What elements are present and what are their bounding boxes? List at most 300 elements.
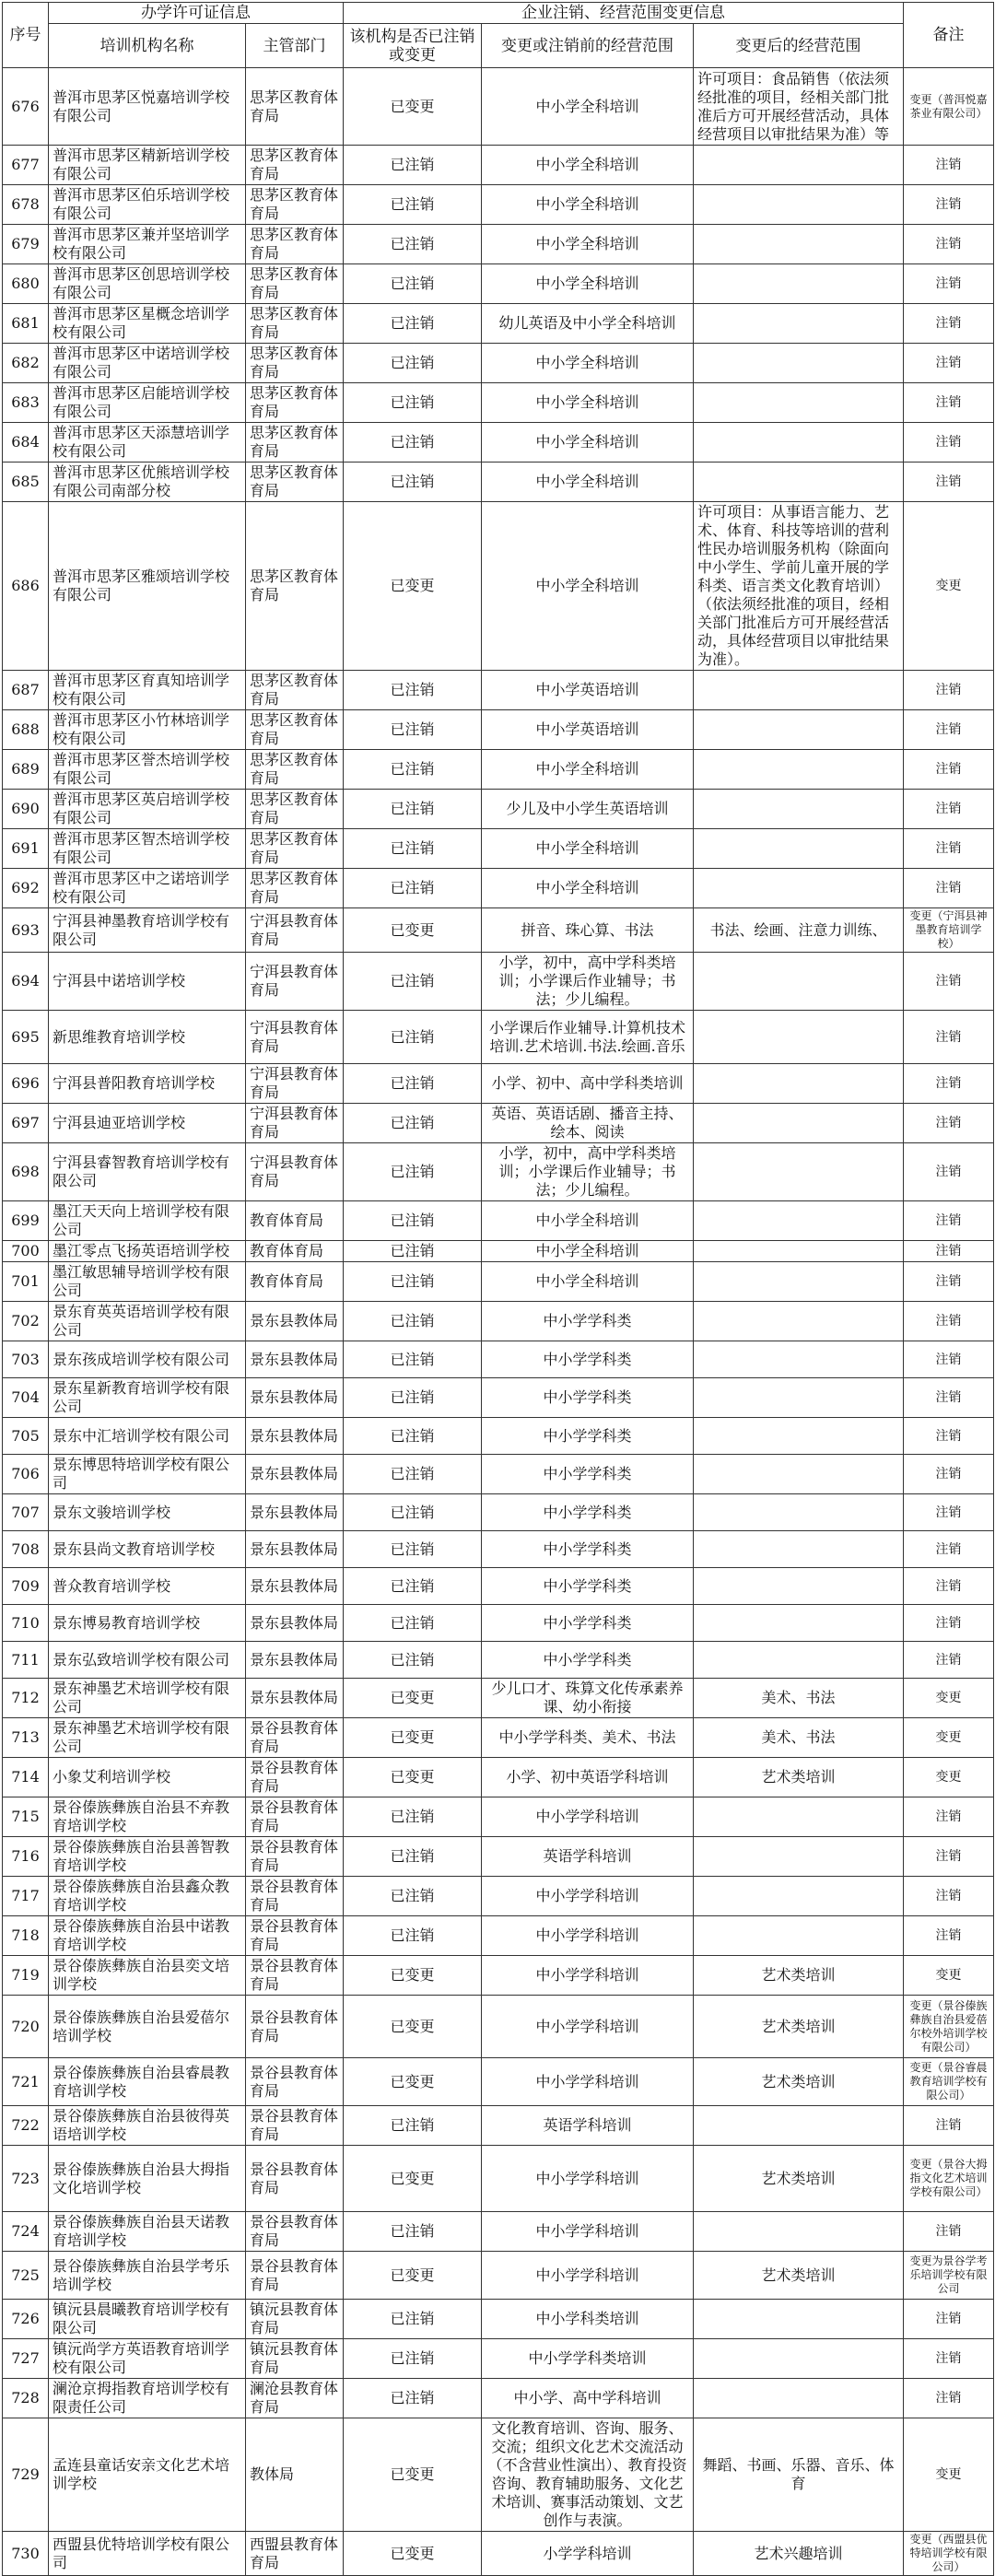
- cell-no: 683: [3, 383, 49, 423]
- cell-no: 698: [3, 1143, 49, 1201]
- license-change-table: [2, 2, 994, 2576]
- cell-before: 中小学科类培训: [482, 2300, 694, 2339]
- cell-no: 697: [3, 1104, 49, 1143]
- cell-org-name: 普洱市思茅区伯乐培训学校有限公司: [49, 185, 246, 225]
- table-row: [3, 869, 994, 908]
- cell-after: [694, 1568, 904, 1605]
- cell-org-name: 景东中汇培训学校有限公司: [49, 1418, 246, 1455]
- cell-before: 中小学全科培训: [482, 1241, 694, 1262]
- table-row: [3, 750, 994, 790]
- cell-status: 已注销: [344, 1201, 482, 1241]
- cell-remark: 注销: [904, 2339, 994, 2379]
- cell-org-name: 景谷傣族彝族自治县鑫众教育培训学校: [49, 1877, 246, 1916]
- cell-before: 中小学学科培训: [482, 2212, 694, 2252]
- cell-status: 已注销: [344, 423, 482, 463]
- cell-after: [694, 1378, 904, 1418]
- cell-status: 已变更: [344, 908, 482, 953]
- cell-remark: 注销: [904, 463, 994, 502]
- cell-org-name: 景东星新教育培训学校有限公司: [49, 1378, 246, 1418]
- cell-before: 中小学全科培训: [482, 146, 694, 185]
- cell-remark: 注销: [904, 185, 994, 225]
- cell-before: 中小学学科培训: [482, 2058, 694, 2106]
- cell-dept: 景东县教体局: [246, 1679, 344, 1718]
- cell-before: 中小学学科类: [482, 1605, 694, 1642]
- cell-status: 已注销: [344, 383, 482, 423]
- cell-dept: 景谷县教育体育局: [246, 1877, 344, 1916]
- cell-dept: 思茅区教育体育局: [246, 829, 344, 869]
- table-row: [3, 304, 994, 344]
- cell-before: 拼音、珠心算、书法: [482, 908, 694, 953]
- cell-dept: 宁洱县教育体育局: [246, 953, 344, 1011]
- table-row: [3, 2212, 994, 2252]
- cell-org-name: 景谷傣族彝族自治县奕文培训学校: [49, 1956, 246, 1996]
- cell-before: 文化教育培训、咨询、服务、交流；组织文化艺术交流活动（不含营业性演出）、教育投资咨询、教育辅助服务、文化艺术培训、赛事活动策划、文艺创作与表演。: [482, 2418, 694, 2532]
- cell-dept: 思茅区教育体育局: [246, 304, 344, 344]
- cell-after: [694, 1605, 904, 1642]
- cell-status: 已注销: [344, 185, 482, 225]
- cell-org-name: 西盟县优特培训学校有限公司: [49, 2532, 246, 2576]
- cell-dept: 景谷县教育体育局: [246, 2252, 344, 2300]
- cell-after: [694, 829, 904, 869]
- header-status: 该机构是否已注销或变更: [344, 24, 482, 68]
- cell-before: 中小学全科培训: [482, 383, 694, 423]
- cell-remark: 注销: [904, 146, 994, 185]
- cell-remark: 注销: [904, 1143, 994, 1201]
- cell-status: 已注销: [344, 225, 482, 264]
- cell-remark: 注销: [904, 829, 994, 869]
- cell-after: [694, 1201, 904, 1241]
- cell-remark: 注销: [904, 1064, 994, 1104]
- cell-dept: 教体局: [246, 2418, 344, 2532]
- cell-no: 728: [3, 2379, 49, 2418]
- cell-no: 679: [3, 225, 49, 264]
- cell-before: 中小学学科类: [482, 1531, 694, 1568]
- cell-after: [694, 1837, 904, 1877]
- cell-after: [694, 1642, 904, 1679]
- cell-after: [694, 710, 904, 750]
- cell-dept: 景谷县教育体育局: [246, 1758, 344, 1797]
- cell-no: 685: [3, 463, 49, 502]
- cell-dept: 澜沧县教育体育局: [246, 2379, 344, 2418]
- table-row: [3, 2252, 994, 2300]
- cell-org-name: 普洱市思茅区中诺培训学校有限公司: [49, 344, 246, 383]
- cell-before: 小学、初中、高中学科类培训: [482, 1064, 694, 1104]
- cell-status: 已注销: [344, 710, 482, 750]
- table-row: [3, 1143, 994, 1201]
- cell-remark: 注销: [904, 344, 994, 383]
- cell-status: 已注销: [344, 146, 482, 185]
- cell-after: 美术、书法: [694, 1718, 904, 1758]
- cell-remark: 注销: [904, 1455, 994, 1494]
- cell-dept: 景谷县教育体育局: [246, 1956, 344, 1996]
- cell-dept: 宁洱县教育体育局: [246, 1064, 344, 1104]
- cell-dept: 景东县教体局: [246, 1341, 344, 1378]
- cell-dept: 思茅区教育体育局: [246, 146, 344, 185]
- cell-remark: 注销: [904, 671, 994, 710]
- cell-dept: 镇沅县教育体育局: [246, 2339, 344, 2379]
- cell-remark: 注销: [904, 383, 994, 423]
- cell-before: 中小学全科培训: [482, 1201, 694, 1241]
- table-row: [3, 1241, 994, 1262]
- table-row: [3, 2058, 994, 2106]
- cell-after: [694, 146, 904, 185]
- cell-no: 711: [3, 1642, 49, 1679]
- table-row: [3, 2339, 994, 2379]
- cell-org-name: 景东神墨艺术培训学校有限公司: [49, 1718, 246, 1758]
- cell-after: [694, 2212, 904, 2252]
- cell-after: [694, 1418, 904, 1455]
- table-row: [3, 383, 994, 423]
- cell-before: 幼儿英语及中小学全科培训: [482, 304, 694, 344]
- header-org-name: 培训机构名称: [49, 24, 246, 68]
- cell-remark: 注销: [904, 1104, 994, 1143]
- cell-org-name: 普洱市思茅区英启培训学校有限公司: [49, 790, 246, 829]
- cell-no: 714: [3, 1758, 49, 1797]
- header-remark: 备注: [904, 3, 994, 68]
- cell-no: 700: [3, 1241, 49, 1262]
- cell-no: 706: [3, 1455, 49, 1494]
- cell-dept: 思茅区教育体育局: [246, 710, 344, 750]
- table-row: [3, 1064, 994, 1104]
- cell-org-name: 景谷傣族彝族自治县爱蓓尔培训学校: [49, 1996, 246, 2058]
- cell-org-name: 普洱市思茅区星概念培训学校有限公司: [49, 304, 246, 344]
- cell-no: 724: [3, 2212, 49, 2252]
- cell-org-name: 普洱市思茅区精新培训学校有限公司: [49, 146, 246, 185]
- table-row: [3, 1996, 994, 2058]
- table-row: [3, 1758, 994, 1797]
- cell-remark: 注销: [904, 264, 994, 304]
- cell-no: 721: [3, 2058, 49, 2106]
- cell-no: 712: [3, 1679, 49, 1718]
- cell-after: 艺术类培训: [694, 1996, 904, 2058]
- cell-status: 已注销: [344, 750, 482, 790]
- cell-after: [694, 1011, 904, 1064]
- cell-org-name: 景东县尚文教育培训学校: [49, 1531, 246, 1568]
- cell-after: [694, 2106, 904, 2146]
- cell-org-name: 澜沧京拇指教育培训学校有限责任公司: [49, 2379, 246, 2418]
- cell-org-name: 墨江敏思辅导培训学校有限公司: [49, 1262, 246, 1302]
- cell-remark: 变更: [904, 502, 994, 671]
- table-row: [3, 1455, 994, 1494]
- cell-after: 美术、书法: [694, 1679, 904, 1718]
- cell-org-name: 景谷傣族彝族自治县中诺教育培训学校: [49, 1916, 246, 1956]
- cell-dept: 思茅区教育体育局: [246, 502, 344, 671]
- cell-no: 692: [3, 869, 49, 908]
- cell-org-name: 普洱市思茅区创思培训学校有限公司: [49, 264, 246, 304]
- cell-before: 中小学全科培训: [482, 423, 694, 463]
- cell-no: 678: [3, 185, 49, 225]
- cell-dept: 宁洱县教育体育局: [246, 1104, 344, 1143]
- cell-org-name: 景东博思特培训学校有限公司: [49, 1455, 246, 1494]
- cell-dept: 思茅区教育体育局: [246, 264, 344, 304]
- header-after: 变更后的经营范围: [694, 24, 904, 68]
- cell-status: 已注销: [344, 1605, 482, 1642]
- cell-remark: 注销: [904, 423, 994, 463]
- cell-org-name: 宁洱县睿智教育培训学校有限公司: [49, 1143, 246, 1201]
- cell-org-name: 宁洱县中诺培训学校: [49, 953, 246, 1011]
- cell-dept: 景谷县教育体育局: [246, 2212, 344, 2252]
- header-no: 序号: [3, 3, 49, 68]
- cell-dept: 教育体育局: [246, 1201, 344, 1241]
- cell-before: 中小学学科类、美术、书法: [482, 1718, 694, 1758]
- cell-remark: 变更（景谷傣族彝族自治县爱蓓尔校外培训学校有限公司）: [904, 1996, 994, 2058]
- cell-before: 中小学学科类培训: [482, 2339, 694, 2379]
- cell-org-name: 普洱市思茅区雅颂培训学校有限公司: [49, 502, 246, 671]
- cell-status: 已变更: [344, 1956, 482, 1996]
- cell-status: 已注销: [344, 2379, 482, 2418]
- cell-dept: 景谷县教育体育局: [246, 2106, 344, 2146]
- cell-dept: 景东县教体局: [246, 1605, 344, 1642]
- cell-after: [694, 1143, 904, 1201]
- cell-dept: 思茅区教育体育局: [246, 423, 344, 463]
- table-row: [3, 423, 994, 463]
- cell-before: 中小学学科培训: [482, 1916, 694, 1956]
- cell-before: 中小学全科培训: [482, 264, 694, 304]
- cell-no: 687: [3, 671, 49, 710]
- cell-after: [694, 1455, 904, 1494]
- cell-no: 719: [3, 1956, 49, 1996]
- table-row: [3, 502, 994, 671]
- cell-no: 725: [3, 2252, 49, 2300]
- table-row: [3, 829, 994, 869]
- cell-before: 中小学全科培训: [482, 68, 694, 146]
- cell-after: [694, 304, 904, 344]
- cell-remark: 注销: [904, 1797, 994, 1837]
- cell-org-name: 小象艾利培训学校: [49, 1758, 246, 1797]
- table-row: [3, 146, 994, 185]
- cell-before: 小学，初中，高中学科类培训；小学课后作业辅导；书法；少儿编程。: [482, 953, 694, 1011]
- cell-no: 677: [3, 146, 49, 185]
- cell-dept: 景谷县教育体育局: [246, 1797, 344, 1837]
- header-group-change: 企业注销、经营范围变更信息: [344, 3, 904, 24]
- table-row: [3, 1104, 994, 1143]
- cell-status: 已注销: [344, 1494, 482, 1531]
- cell-before: 英语学科培训: [482, 1837, 694, 1877]
- cell-before: 少儿及中小学生英语培训: [482, 790, 694, 829]
- table-row: [3, 1916, 994, 1956]
- cell-before: 中小学学科类: [482, 1418, 694, 1455]
- cell-before: 中小学全科培训: [482, 344, 694, 383]
- cell-after: [694, 1494, 904, 1531]
- cell-dept: 景谷县教育体育局: [246, 1837, 344, 1877]
- cell-no: 691: [3, 829, 49, 869]
- cell-before: 中小学全科培训: [482, 225, 694, 264]
- cell-remark: 注销: [904, 1418, 994, 1455]
- table-body: [3, 68, 994, 2576]
- cell-no: 696: [3, 1064, 49, 1104]
- cell-no: 718: [3, 1916, 49, 1956]
- cell-after: [694, 750, 904, 790]
- table-row: [3, 1378, 994, 1418]
- cell-before: 中小学学科培训: [482, 1996, 694, 2058]
- data-table: [2, 2, 994, 2576]
- cell-status: 已注销: [344, 1011, 482, 1064]
- cell-remark: 注销: [904, 1241, 994, 1262]
- cell-dept: 景谷县教育体育局: [246, 1916, 344, 1956]
- table-row: [3, 790, 994, 829]
- table-row: [3, 1877, 994, 1916]
- cell-remark: 注销: [904, 304, 994, 344]
- cell-before: 中小学学科培训: [482, 1877, 694, 1916]
- cell-org-name: 墨江零点飞扬英语培训学校: [49, 1241, 246, 1262]
- cell-remark: 变更（景谷睿晨教育培训学校有限公司）: [904, 2058, 994, 2106]
- cell-remark: 变更: [904, 1956, 994, 1996]
- cell-org-name: 景谷傣族彝族自治县学考乐培训学校: [49, 2252, 246, 2300]
- cell-remark: 注销: [904, 1877, 994, 1916]
- cell-after: [694, 1797, 904, 1837]
- table-row: [3, 1201, 994, 1241]
- cell-status: 已注销: [344, 1455, 482, 1494]
- cell-no: 709: [3, 1568, 49, 1605]
- cell-remark: 注销: [904, 2106, 994, 2146]
- cell-after: 许可项目：食品销售（依法须经批准的项目，经相关部门批准后方可开展经营活动，具体经营项目以审批结果为准）等: [694, 68, 904, 146]
- cell-no: 690: [3, 790, 49, 829]
- cell-org-name: 普洱市思茅区悦嘉培训学校有限公司: [49, 68, 246, 146]
- cell-after: [694, 423, 904, 463]
- cell-remark: 变更: [904, 1758, 994, 1797]
- cell-before: 英语、英语话剧、播音主持、绘本、阅读: [482, 1104, 694, 1143]
- table-row: [3, 1679, 994, 1718]
- cell-status: 已注销: [344, 1064, 482, 1104]
- cell-before: 中小学全科培训: [482, 463, 694, 502]
- cell-after: [694, 463, 904, 502]
- cell-no: 680: [3, 264, 49, 304]
- cell-status: 已注销: [344, 264, 482, 304]
- cell-no: 723: [3, 2146, 49, 2212]
- cell-after: [694, 1877, 904, 1916]
- cell-before: 中小学学科类: [482, 1642, 694, 1679]
- cell-status: 已注销: [344, 1531, 482, 1568]
- table-row: [3, 68, 994, 146]
- cell-before: 中小学全科培训: [482, 185, 694, 225]
- cell-before: 中小学学科培训: [482, 2252, 694, 2300]
- table-row: [3, 908, 994, 953]
- cell-remark: 注销: [904, 1605, 994, 1642]
- cell-remark: 注销: [904, 225, 994, 264]
- cell-after: [694, 790, 904, 829]
- cell-before: 中小学、高中学科培训: [482, 2379, 694, 2418]
- table-row: [3, 1837, 994, 1877]
- cell-status: 已注销: [344, 1418, 482, 1455]
- cell-no: 676: [3, 68, 49, 146]
- cell-remark: 注销: [904, 1837, 994, 1877]
- cell-before: 中小学学科培训: [482, 2146, 694, 2212]
- cell-status: 已注销: [344, 1642, 482, 1679]
- cell-no: 689: [3, 750, 49, 790]
- cell-status: 已变更: [344, 68, 482, 146]
- cell-status: 已变更: [344, 502, 482, 671]
- cell-before: 中小学学科类: [482, 1302, 694, 1341]
- cell-remark: 注销: [904, 1916, 994, 1956]
- cell-status: 已注销: [344, 1837, 482, 1877]
- cell-status: 已变更: [344, 2146, 482, 2212]
- cell-before: 中小学英语培训: [482, 671, 694, 710]
- cell-org-name: 景谷傣族彝族自治县不弃教育培训学校: [49, 1797, 246, 1837]
- cell-dept: 镇沅县教育体育局: [246, 2300, 344, 2339]
- table-row: [3, 1605, 994, 1642]
- cell-dept: 景东县教体局: [246, 1568, 344, 1605]
- cell-no: 704: [3, 1378, 49, 1418]
- cell-remark: 注销: [904, 1302, 994, 1341]
- cell-dept: 教育体育局: [246, 1241, 344, 1262]
- cell-dept: 思茅区教育体育局: [246, 225, 344, 264]
- table-row: [3, 1642, 994, 1679]
- cell-no: 694: [3, 953, 49, 1011]
- cell-status: 已注销: [344, 1568, 482, 1605]
- cell-dept: 景谷县教育体育局: [246, 2058, 344, 2106]
- cell-status: 已注销: [344, 1302, 482, 1341]
- cell-remark: 变更为景谷学考乐培训学校有限公司: [904, 2252, 994, 2300]
- cell-before: 英语学科培训: [482, 2106, 694, 2146]
- cell-dept: 思茅区教育体育局: [246, 671, 344, 710]
- cell-remark: 注销: [904, 790, 994, 829]
- cell-dept: 思茅区教育体育局: [246, 869, 344, 908]
- cell-no: 715: [3, 1797, 49, 1837]
- table-row: [3, 1011, 994, 1064]
- cell-after: 艺术类培训: [694, 2252, 904, 2300]
- cell-org-name: 孟连县童话安亲文化艺术培训学校: [49, 2418, 246, 2532]
- cell-dept: 景东县教体局: [246, 1494, 344, 1531]
- cell-dept: 思茅区教育体育局: [246, 185, 344, 225]
- cell-status: 已注销: [344, 463, 482, 502]
- table-row: [3, 264, 994, 304]
- cell-before: 中小学学科类: [482, 1494, 694, 1531]
- cell-after: 艺术类培训: [694, 2058, 904, 2106]
- table-row: [3, 2532, 994, 2576]
- cell-after: [694, 1341, 904, 1378]
- cell-no: 695: [3, 1011, 49, 1064]
- header-before: 变更或注销前的经营范围: [482, 24, 694, 68]
- cell-org-name: 景东博易教育培训学校: [49, 1605, 246, 1642]
- table-row: [3, 2300, 994, 2339]
- cell-status: 已注销: [344, 1797, 482, 1837]
- cell-after: [694, 1241, 904, 1262]
- cell-after: [694, 185, 904, 225]
- cell-after: [694, 1302, 904, 1341]
- cell-org-name: 镇沅县晨曦教育培训学校有限公司: [49, 2300, 246, 2339]
- cell-org-name: 宁洱县神墨教育培训学校有限公司: [49, 908, 246, 953]
- cell-status: 已变更: [344, 2532, 482, 2576]
- cell-after: [694, 225, 904, 264]
- cell-after: [694, 383, 904, 423]
- cell-org-name: 景东孩成培训学校有限公司: [49, 1341, 246, 1378]
- cell-no: 686: [3, 502, 49, 671]
- header-row: [3, 24, 994, 68]
- cell-remark: 注销: [904, 869, 994, 908]
- table-row: [3, 1262, 994, 1302]
- cell-status: 已注销: [344, 304, 482, 344]
- cell-dept: 景东县教体局: [246, 1418, 344, 1455]
- cell-after: [694, 1064, 904, 1104]
- table-row: [3, 225, 994, 264]
- cell-remark: 变更（宁洱县神墨教育培训学校）: [904, 908, 994, 953]
- cell-dept: 西盟县教育体育局: [246, 2532, 344, 2576]
- cell-after: 舞蹈、书画、乐器、音乐、体育: [694, 2418, 904, 2532]
- cell-no: 705: [3, 1418, 49, 1455]
- cell-status: 已注销: [344, 829, 482, 869]
- cell-remark: 变更: [904, 1718, 994, 1758]
- cell-dept: 景东县教体局: [246, 1378, 344, 1418]
- cell-org-name: 景东弘致培训学校有限公司: [49, 1642, 246, 1679]
- cell-org-name: 景东文骏培训学校: [49, 1494, 246, 1531]
- cell-before: 中小学学科类: [482, 1455, 694, 1494]
- cell-no: 722: [3, 2106, 49, 2146]
- cell-no: 707: [3, 1494, 49, 1531]
- cell-no: 688: [3, 710, 49, 750]
- cell-before: 少儿口才、珠算文化传承素养课、幼小衔接: [482, 1679, 694, 1718]
- cell-before: 小学、初中英语学科培训: [482, 1758, 694, 1797]
- table-row: [3, 1718, 994, 1758]
